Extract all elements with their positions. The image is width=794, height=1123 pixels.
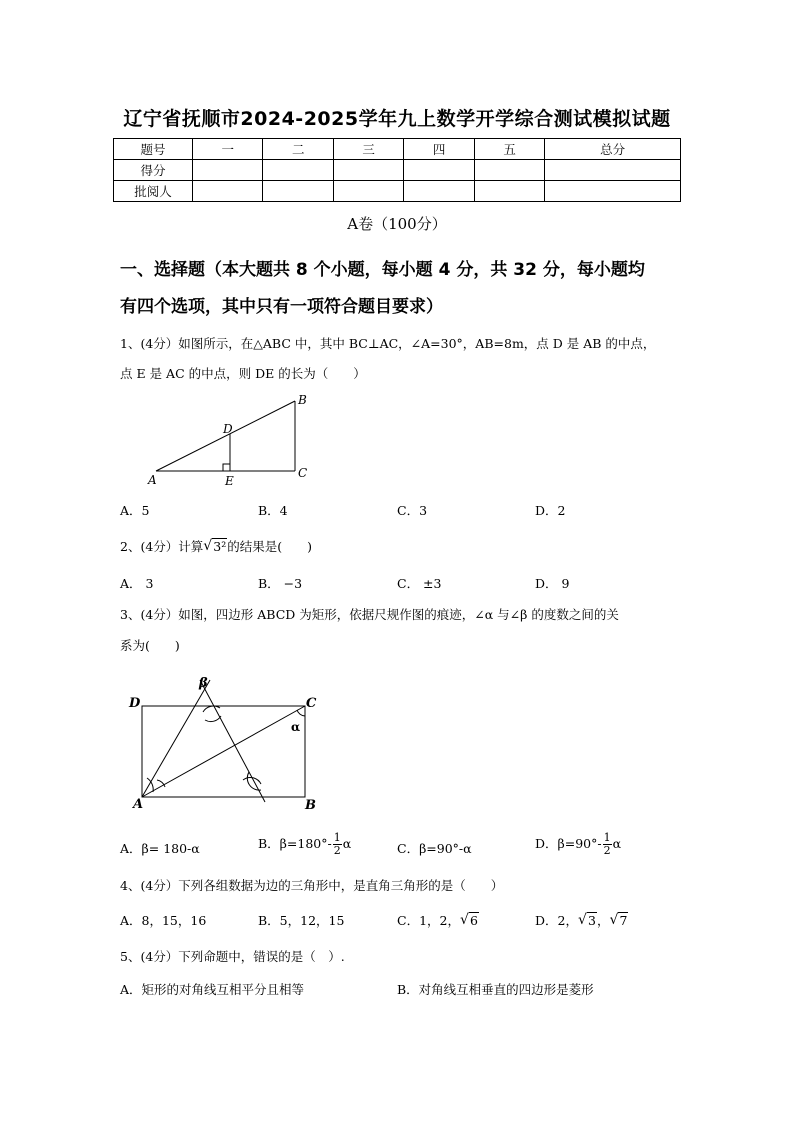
- q4-option-c[interactable]: [397, 911, 479, 929]
- radicand: 3: [587, 913, 596, 928]
- label-b: B: [298, 393, 307, 407]
- label-a: A: [148, 473, 157, 487]
- q2-prefix: 2、(4分）计算: [120, 539, 204, 554]
- score-cell[interactable]: [404, 181, 474, 202]
- score-header-cell: 题号: [114, 139, 193, 160]
- score-table-row: [114, 160, 681, 181]
- q5-stem: 5、(4分）下列命题中，错误的是（ ）.: [120, 949, 345, 964]
- score-table: [113, 138, 681, 202]
- label-b: B: [305, 798, 316, 812]
- q4-option-c-text: C．1，2，: [397, 913, 460, 928]
- score-cell[interactable]: [263, 181, 333, 202]
- segment-ab: [156, 401, 295, 471]
- score-cell[interactable]: [474, 181, 544, 202]
- fraction-denominator: 2: [603, 844, 611, 857]
- score-header-cell: 五: [474, 139, 544, 160]
- q3-option-d[interactable]: [535, 832, 621, 857]
- q4-option-b[interactable]: B．5，12，15: [258, 913, 345, 928]
- score-header-cell: 总分: [545, 139, 681, 160]
- q1-option-a[interactable]: A．5: [120, 503, 150, 518]
- q3-option-b-text: B．β=180°-: [258, 836, 332, 851]
- angle-alpha-arc: [297, 710, 305, 716]
- q4-stem: 4、(4分）下列各组数据为边的三角形中，是直角三角形的是（ ）: [120, 878, 504, 893]
- score-cell[interactable]: [333, 160, 403, 181]
- score-cell[interactable]: [404, 160, 474, 181]
- exam-title: 辽宁省抚顺市2024-2025学年九上数学开学综合测试模拟试题: [123, 108, 671, 130]
- q5-option-b[interactable]: B．对角线互相垂直的四边形是菱形: [397, 982, 594, 997]
- q2-sqrt: √ 3²: [203, 538, 227, 554]
- radicand: 7: [619, 913, 628, 928]
- angle-bisector: [142, 680, 210, 797]
- label-a: A: [133, 797, 144, 812]
- q4-option-d-text: D．2，: [535, 913, 578, 928]
- q2-option-a[interactable]: A． 3: [120, 576, 154, 591]
- q5-option-a[interactable]: A．矩形的对角线互相平分且相等: [120, 982, 305, 997]
- sqrt: √ 3: [577, 912, 596, 928]
- radicand: 6: [469, 913, 478, 928]
- q1-triangle-figure: [140, 392, 320, 492]
- section-a-title: A卷（100分）: [347, 215, 447, 233]
- q2-radicand: 3²: [213, 539, 227, 554]
- fraction: [603, 832, 612, 857]
- score-table-row: [114, 181, 681, 202]
- q1-stem-line2: 点 E 是 AC 的中点，则 DE 的长为（ ）: [120, 366, 366, 381]
- q1-option-c[interactable]: C．3: [397, 503, 428, 518]
- fraction-numerator: 1: [603, 831, 611, 844]
- q2-suffix: 的结果是( ): [227, 539, 313, 554]
- q3-option-d-text: D．β=90°-: [535, 836, 602, 851]
- score-cell[interactable]: [474, 160, 544, 181]
- score-header-cell: 三: [333, 139, 403, 160]
- q3-option-a[interactable]: A．β= 180-α: [120, 841, 200, 856]
- label-d: D: [129, 696, 141, 711]
- sqrt: √ 7: [609, 912, 628, 928]
- part1-heading-line2: 有四个选项，其中只有一项符合题目要求）: [120, 297, 443, 317]
- fraction: [333, 832, 342, 857]
- q2-stem: [120, 537, 690, 557]
- q1-option-b[interactable]: B．4: [258, 503, 288, 518]
- construction-arc: [203, 706, 220, 712]
- score-header-cell: 二: [263, 139, 333, 160]
- label-c: C: [306, 696, 317, 711]
- score-cell[interactable]: [333, 181, 403, 202]
- q3-option-b[interactable]: [258, 832, 351, 857]
- part1-heading-line1: 一、选择题（本大题共 8 个小题，每小题 4 分，共 32 分，每小题均: [120, 260, 645, 280]
- score-row-label: 得分: [114, 160, 193, 181]
- score-row-label: 批阅人: [114, 181, 193, 202]
- label-beta: β: [199, 676, 208, 691]
- q3-stem-line2: 系为( ): [120, 638, 180, 653]
- diagonal-ac: [142, 706, 305, 797]
- q3-rectangle-figure: [125, 672, 335, 812]
- alpha-symbol: α: [342, 836, 352, 851]
- score-header-cell: 一: [193, 139, 263, 160]
- label-alpha: α: [291, 720, 301, 734]
- score-header-cell: 四: [404, 139, 474, 160]
- score-cell[interactable]: [193, 160, 263, 181]
- score-cell[interactable]: [193, 181, 263, 202]
- alpha-symbol: α: [612, 836, 622, 851]
- label-e: E: [225, 474, 234, 488]
- q2-option-b[interactable]: B． −3: [258, 576, 303, 591]
- score-cell[interactable]: [263, 160, 333, 181]
- score-cell[interactable]: [545, 181, 681, 202]
- q1-option-d[interactable]: D．2: [535, 503, 566, 518]
- label-d: D: [223, 422, 233, 436]
- score-table-header-row: [114, 139, 681, 160]
- label-c: C: [298, 466, 308, 480]
- q2-option-d[interactable]: D． 9: [535, 576, 570, 591]
- separator: ，: [596, 913, 610, 928]
- q4-option-a[interactable]: A．8，15，16: [120, 913, 207, 928]
- q3-stem-line1: 3、(4分）如图，四边形 ABCD 为矩形，依据尺规作图的痕迹，∠α 与∠β 的度数之间的关: [120, 607, 619, 622]
- perpendicular-bisector: [200, 680, 265, 802]
- construction-arc: [205, 716, 221, 722]
- q3-option-c[interactable]: C．β=90°-α: [397, 841, 472, 856]
- fraction-denominator: 2: [333, 844, 341, 857]
- sqrt: √ 6: [459, 912, 478, 928]
- score-cell[interactable]: [545, 160, 681, 181]
- q1-stem-line1: 1、(4分）如图所示，在△ABC 中，其中 BC⊥AC，∠A=30°，AB=8m，点 D 是 AB 的中点，: [120, 336, 656, 351]
- q2-option-c[interactable]: C． ±3: [397, 576, 442, 591]
- right-angle-mark: [223, 464, 230, 471]
- q4-option-d[interactable]: [535, 911, 628, 929]
- fraction-numerator: 1: [333, 831, 341, 844]
